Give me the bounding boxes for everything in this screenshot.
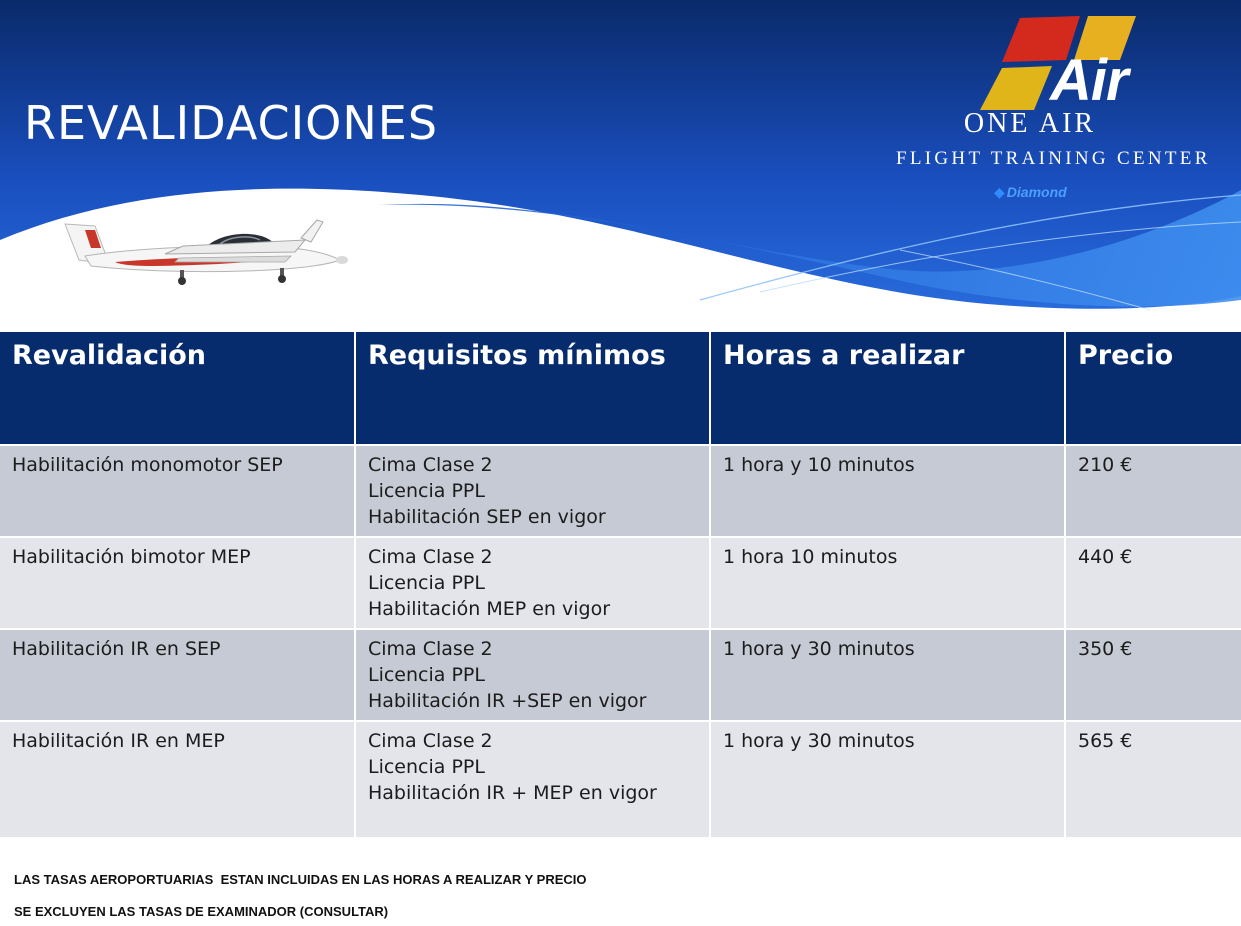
logo-name: ONE AIR <box>963 108 1097 139</box>
cell-requisitos <box>355 629 710 721</box>
column-header-revalidacion: Revalidación <box>0 331 355 445</box>
one-air-logo <box>890 8 1220 208</box>
column-header-precio: Precio <box>1065 331 1241 445</box>
requirement-item: Habilitación IR +SEP en vigor <box>368 690 647 712</box>
requirement-item: Habilitación IR + MEP en vigor <box>368 782 657 804</box>
logo-wordmark: Air <box>1050 48 1128 113</box>
requirement-item: Cima Clase 2 <box>368 454 493 476</box>
requirement-item: Cima Clase 2 <box>368 546 493 568</box>
requirement-item: Habilitación MEP en vigor <box>368 598 611 620</box>
partner-name: Diamond <box>1006 184 1067 200</box>
requirement-item: Licencia PPL <box>368 664 485 686</box>
footnote-examiner-fees: SE EXCLUYEN LAS TASAS DE EXAMINADOR (CONSULTAR) <box>14 904 389 919</box>
cell-precio: 565 € <box>1065 721 1241 838</box>
cell-revalidacion: Habilitación IR en MEP <box>0 721 355 838</box>
column-header-requisitos: Requisitos mínimos <box>355 331 710 445</box>
logo-subtitle: FLIGHT TRAINING CENTER <box>896 148 1211 169</box>
header-banner <box>0 0 1241 330</box>
diamond-partner-logo <box>994 184 1067 201</box>
cell-requisitos <box>355 445 710 537</box>
revalidation-price-table <box>0 330 1241 839</box>
requirement-item: Licencia PPL <box>368 572 485 594</box>
diamond-icon: ◆ <box>994 184 1005 200</box>
table-row <box>0 721 1241 838</box>
cell-horas: 1 hora y 10 minutos <box>710 445 1065 537</box>
table-row <box>0 537 1241 629</box>
cell-revalidacion: Habilitación monomotor SEP <box>0 445 355 537</box>
cell-requisitos <box>355 537 710 629</box>
cell-horas: 1 hora y 30 minutos <box>710 629 1065 721</box>
requirement-item: Cima Clase 2 <box>368 730 493 752</box>
column-header-horas: Horas a realizar <box>710 331 1065 445</box>
requirement-item: Licencia PPL <box>368 480 485 502</box>
cell-revalidacion: Habilitación bimotor MEP <box>0 537 355 629</box>
cell-revalidacion: Habilitación IR en SEP <box>0 629 355 721</box>
table-row <box>0 445 1241 537</box>
requirement-item: Habilitación SEP en vigor <box>368 506 606 528</box>
requirement-item: Licencia PPL <box>368 756 485 778</box>
airplane-image <box>55 218 355 288</box>
requirement-item: Cima Clase 2 <box>368 638 493 660</box>
footnote-airport-fees: LAS TASAS AEROPORTUARIAS ESTAN INCLUIDAS EN LAS HORAS A REALIZAR Y PRECIO <box>14 872 587 887</box>
cell-precio: 440 € <box>1065 537 1241 629</box>
cell-precio: 350 € <box>1065 629 1241 721</box>
table-row <box>0 629 1241 721</box>
cell-horas: 1 hora y 30 minutos <box>710 721 1065 838</box>
cell-requisitos <box>355 721 710 838</box>
table-header-row <box>0 331 1241 445</box>
cell-precio: 210 € <box>1065 445 1241 537</box>
page-title: REVALIDACIONES <box>24 96 439 150</box>
cell-horas: 1 hora 10 minutos <box>710 537 1065 629</box>
